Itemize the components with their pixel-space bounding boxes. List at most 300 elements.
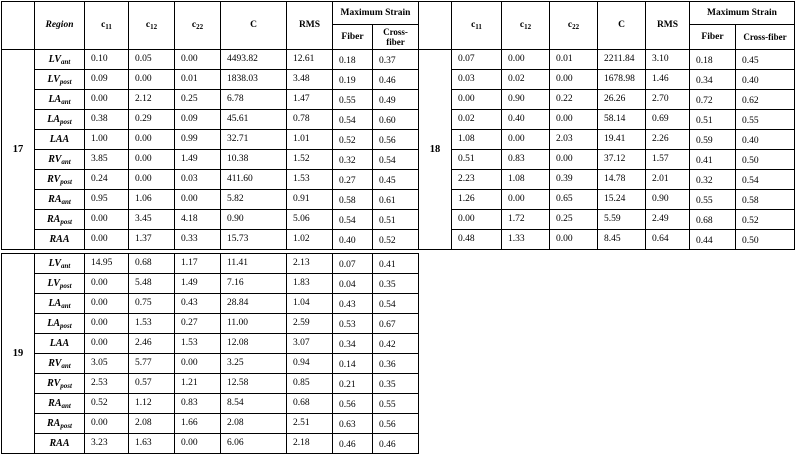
- region-name: LAA: [49, 338, 70, 349]
- region-cell: [35, 374, 85, 394]
- c11-value: 0.00: [85, 230, 129, 250]
- region-name: LA: [48, 94, 62, 105]
- region-name: LV: [47, 278, 60, 289]
- region-name: RV: [48, 154, 62, 165]
- table-row: [419, 90, 795, 110]
- region-cell: [35, 414, 85, 434]
- c12-value: 2.46: [129, 334, 175, 354]
- C-value: 14.78: [598, 170, 646, 190]
- region-name: RA: [48, 194, 62, 205]
- c22-value: 1.21: [175, 374, 221, 394]
- table-row: [419, 70, 795, 90]
- c11-value: 0.00: [85, 314, 129, 334]
- table-row: [2, 230, 419, 250]
- rms-value: 2.59: [287, 314, 333, 334]
- rms-value: 0.85: [287, 374, 333, 394]
- cross-fiber-strain-value: 0.52: [373, 230, 419, 250]
- C-value: 2211.84: [598, 50, 646, 70]
- region-cell: [35, 150, 85, 170]
- subject-number: 17: [2, 50, 35, 250]
- strain-table-subject-19: [1, 253, 419, 454]
- c12-value: 0.57: [129, 374, 175, 394]
- c12-value: 1.63: [129, 434, 175, 454]
- c12-value: 0.00: [502, 50, 550, 70]
- table-row: [2, 210, 419, 230]
- strain-table-subject-18: [418, 1, 795, 250]
- c12-value: 0.00: [129, 130, 175, 150]
- c11-value: 1.26: [452, 190, 502, 210]
- subject-number: 18: [419, 50, 452, 250]
- c12-value: 0.00: [129, 170, 175, 190]
- rms-value: 3.48: [287, 70, 333, 90]
- c11-value: 0.00: [85, 274, 129, 294]
- fiber-strain-value: 0.14: [333, 354, 373, 374]
- c12-value: 0.29: [129, 110, 175, 130]
- cross-fiber-strain-value: 0.42: [373, 334, 419, 354]
- rms-value: 12.61: [287, 50, 333, 70]
- C-value: 7.16: [221, 274, 287, 294]
- C-value: 8.45: [598, 230, 646, 250]
- c11-header: $c_{11}$: [452, 2, 502, 50]
- C-value: 11.00: [221, 314, 287, 334]
- table-row: [2, 374, 419, 394]
- c11-value: 0.00: [452, 90, 502, 110]
- c12-value: 1.72: [502, 210, 550, 230]
- table-row: [2, 314, 419, 334]
- c11-value: 0.00: [85, 294, 129, 314]
- c12-value: 0.40: [502, 110, 550, 130]
- c12-value: 5.48: [129, 274, 175, 294]
- rms-value: 1.52: [287, 150, 333, 170]
- cross-fiber-strain-value: 0.62: [736, 90, 795, 110]
- c22-value: 0.25: [175, 90, 221, 110]
- fiber-strain-value: 0.43: [333, 294, 373, 314]
- c11-value: 1.00: [85, 130, 129, 150]
- table-row: [2, 50, 419, 70]
- cross-fiber-header: Cross-fiber: [373, 25, 419, 50]
- c11-value: 0.00: [452, 210, 502, 230]
- rms-value: 1.02: [287, 230, 333, 250]
- rms-value: 1.53: [287, 170, 333, 190]
- c12-value: 0.00: [502, 130, 550, 150]
- C-header: C: [221, 2, 287, 50]
- c22-value: 1.49: [175, 274, 221, 294]
- cross-fiber-strain-value: 0.54: [373, 294, 419, 314]
- c12-value: 1.53: [129, 314, 175, 334]
- rms-value: 2.49: [646, 210, 690, 230]
- fiber-strain-value: 0.32: [333, 150, 373, 170]
- c11-value: 2.23: [452, 170, 502, 190]
- cross-fiber-strain-value: 0.40: [736, 130, 795, 150]
- fiber-strain-value: 0.54: [333, 210, 373, 230]
- table-row: [2, 170, 419, 190]
- table-row: [419, 230, 795, 250]
- region-cell: [35, 110, 85, 130]
- c12-value: 0.75: [129, 294, 175, 314]
- c12-value: 1.08: [502, 170, 550, 190]
- region-cell: [35, 294, 85, 314]
- fiber-strain-value: 0.27: [333, 170, 373, 190]
- c22-value: 0.01: [550, 50, 598, 70]
- rms-value: 2.01: [646, 170, 690, 190]
- fiber-strain-value: 0.34: [333, 334, 373, 354]
- table-row: [419, 150, 795, 170]
- C-value: 5.59: [598, 210, 646, 230]
- c11-value: 0.95: [85, 190, 129, 210]
- cross-fiber-strain-value: 0.50: [736, 230, 795, 250]
- subject-number: 19: [2, 254, 35, 454]
- table-row: [2, 274, 419, 294]
- fiber-strain-value: 0.63: [333, 414, 373, 434]
- c22-value: 0.00: [550, 150, 598, 170]
- region-subscript: post: [60, 218, 72, 226]
- table-row: [2, 254, 419, 274]
- cross-fiber-strain-value: 0.61: [373, 190, 419, 210]
- C-value: 15.24: [598, 190, 646, 210]
- fiber-strain-value: 0.41: [690, 150, 736, 170]
- region-cell: [35, 254, 85, 274]
- region-cell: [35, 170, 85, 190]
- C-value: 3.25: [221, 354, 287, 374]
- c11-header: $c_{11}$: [85, 2, 129, 50]
- region-name: LAA: [49, 134, 70, 145]
- c11-value: 0.10: [85, 50, 129, 70]
- table-row: [419, 210, 795, 230]
- cross-fiber-strain-value: 0.40: [736, 70, 795, 90]
- region-cell: [35, 314, 85, 334]
- cross-fiber-strain-value: 0.45: [736, 50, 795, 70]
- c11-value: 3.05: [85, 354, 129, 374]
- c22-value: 1.66: [175, 414, 221, 434]
- c22-value: 0.00: [175, 434, 221, 454]
- c22-header: $c_{22}$: [175, 2, 221, 50]
- c22-value: 2.03: [550, 130, 598, 150]
- C-header: C: [598, 2, 646, 50]
- c22-value: 0.09: [175, 110, 221, 130]
- table-row: [2, 110, 419, 130]
- fiber-strain-value: 0.21: [333, 374, 373, 394]
- fiber-strain-value: 0.19: [333, 70, 373, 90]
- fiber-strain-value: 0.34: [690, 70, 736, 90]
- region-subscript: post: [60, 178, 72, 186]
- C-value: 26.26: [598, 90, 646, 110]
- c12-value: 2.08: [129, 414, 175, 434]
- cross-fiber-strain-value: 0.36: [373, 354, 419, 374]
- region-header: Region: [35, 2, 85, 50]
- fiber-strain-value: 0.40: [333, 230, 373, 250]
- C-value: 28.84: [221, 294, 287, 314]
- c22-value: 0.00: [175, 354, 221, 374]
- region-name: RAA: [49, 234, 70, 245]
- table-row: [2, 294, 419, 314]
- c12-value: 2.12: [129, 90, 175, 110]
- c11-value: 0.51: [452, 150, 502, 170]
- c22-value: 0.43: [175, 294, 221, 314]
- region-name: RA: [46, 418, 61, 429]
- cross-fiber-strain-value: 0.67: [373, 314, 419, 334]
- region-cell: [35, 130, 85, 150]
- c12-value: 0.00: [129, 150, 175, 170]
- rms-value: 1.46: [646, 70, 690, 90]
- cross-fiber-strain-value: 0.49: [373, 90, 419, 110]
- rms-value: 2.26: [646, 130, 690, 150]
- C-value: 1838.03: [221, 70, 287, 90]
- C-value: 6.78: [221, 90, 287, 110]
- c22-value: 0.99: [175, 130, 221, 150]
- region-name: RA: [46, 214, 61, 225]
- c22-value: 0.33: [175, 230, 221, 250]
- c22-value: 0.25: [550, 210, 598, 230]
- table-row: [2, 70, 419, 90]
- region-cell: [35, 274, 85, 294]
- c22-value: 0.00: [175, 190, 221, 210]
- cross-fiber-strain-value: 0.45: [373, 170, 419, 190]
- c11-value: 0.07: [452, 50, 502, 70]
- c12-value: 1.06: [129, 190, 175, 210]
- region-cell: [35, 90, 85, 110]
- rms-value: 0.64: [646, 230, 690, 250]
- c12-value: 1.37: [129, 230, 175, 250]
- c22-value: 0.27: [175, 314, 221, 334]
- c11-value: 0.02: [452, 110, 502, 130]
- C-value: 37.12: [598, 150, 646, 170]
- c11-value: 0.48: [452, 230, 502, 250]
- region-name: LA: [48, 298, 62, 309]
- region-name: RAA: [49, 438, 70, 449]
- C-value: 1678.98: [598, 70, 646, 90]
- c11-value: 0.38: [85, 110, 129, 130]
- c11-value: 1.08: [452, 130, 502, 150]
- c22-value: 0.65: [550, 190, 598, 210]
- fiber-strain-value: 0.07: [333, 254, 373, 274]
- table-row: [2, 434, 419, 454]
- region-subscript: post: [60, 382, 72, 390]
- c12-value: 1.33: [502, 230, 550, 250]
- strain-table-subject-17: [1, 1, 419, 250]
- rms-value: 1.04: [287, 294, 333, 314]
- region-subscript: ant: [61, 198, 71, 206]
- rms-value: 0.78: [287, 110, 333, 130]
- c22-value: 0.03: [175, 170, 221, 190]
- c22-value: 0.01: [175, 70, 221, 90]
- C-value: 45.61: [221, 110, 287, 130]
- c22-value: 1.49: [175, 150, 221, 170]
- region-cell: [35, 190, 85, 210]
- rms-value: 2.51: [287, 414, 333, 434]
- region-subscript: ant: [61, 98, 71, 106]
- table-row: [419, 50, 795, 70]
- C-value: 411.60: [221, 170, 287, 190]
- table-row: [2, 190, 419, 210]
- C-value: 10.38: [221, 150, 287, 170]
- region-subscript: ant: [61, 158, 71, 166]
- rms-value: 1.83: [287, 274, 333, 294]
- C-value: 4493.82: [221, 50, 287, 70]
- fiber-strain-value: 0.53: [333, 314, 373, 334]
- rms-header: RMS: [646, 2, 690, 50]
- cross-fiber-strain-value: 0.56: [373, 130, 419, 150]
- table-row: [2, 394, 419, 414]
- fiber-header: Fiber: [333, 25, 373, 50]
- table-row: [2, 334, 419, 354]
- table-row: [419, 130, 795, 150]
- fiber-strain-value: 0.51: [690, 110, 736, 130]
- C-value: 11.41: [221, 254, 287, 274]
- fiber-strain-value: 0.18: [690, 50, 736, 70]
- region-cell: [35, 334, 85, 354]
- region-name: RV: [47, 174, 61, 185]
- c12-value: 1.12: [129, 394, 175, 414]
- c11-value: 0.00: [85, 414, 129, 434]
- c22-value: 0.00: [550, 70, 598, 90]
- table-row: [2, 150, 419, 170]
- region-cell: [35, 70, 85, 90]
- c12-value: 0.00: [502, 190, 550, 210]
- rms-value: 0.69: [646, 110, 690, 130]
- C-value: 58.14: [598, 110, 646, 130]
- region-subscript: ant: [61, 58, 71, 66]
- c11-value: 3.85: [85, 150, 129, 170]
- cross-fiber-strain-value: 0.58: [736, 190, 795, 210]
- fiber-strain-value: 0.32: [690, 170, 736, 190]
- c11-value: 0.52: [85, 394, 129, 414]
- c12-value: 0.05: [129, 50, 175, 70]
- cross-fiber-strain-value: 0.56: [373, 414, 419, 434]
- c22-value: 0.22: [550, 90, 598, 110]
- c11-value: 0.00: [85, 90, 129, 110]
- rms-value: 0.68: [287, 394, 333, 414]
- fiber-strain-value: 0.04: [333, 274, 373, 294]
- region-cell: [35, 394, 85, 414]
- c12-value: 0.00: [129, 70, 175, 90]
- cross-fiber-strain-value: 0.52: [736, 210, 795, 230]
- max-strain-header: Maximum Strain: [333, 2, 419, 25]
- region-subscript: ant: [61, 362, 71, 370]
- blank-header-cell: [2, 2, 35, 50]
- max-strain-header: Maximum Strain: [690, 2, 795, 25]
- c22-value: 0.00: [550, 110, 598, 130]
- cross-fiber-strain-value: 0.55: [373, 394, 419, 414]
- region-subscript: post: [60, 422, 72, 430]
- region-name: LA: [47, 318, 61, 329]
- C-value: 12.58: [221, 374, 287, 394]
- c22-value: 0.00: [175, 50, 221, 70]
- region-name: RV: [48, 358, 62, 369]
- rms-value: 2.18: [287, 434, 333, 454]
- c12-value: 0.90: [502, 90, 550, 110]
- cross-fiber-strain-value: 0.46: [373, 70, 419, 90]
- c22-value: 1.53: [175, 334, 221, 354]
- cross-fiber-strain-value: 0.51: [373, 210, 419, 230]
- table-row: [2, 130, 419, 150]
- region-name: RV: [47, 378, 61, 389]
- C-value: 19.41: [598, 130, 646, 150]
- fiber-strain-value: 0.59: [690, 130, 736, 150]
- c11-value: 0.24: [85, 170, 129, 190]
- rms-value: 1.47: [287, 90, 333, 110]
- C-value: 5.82: [221, 190, 287, 210]
- region-name: LV: [48, 54, 62, 65]
- region-cell: [35, 354, 85, 374]
- c12-value: 0.83: [502, 150, 550, 170]
- region-name: LV: [47, 74, 60, 85]
- cross-fiber-strain-value: 0.55: [736, 110, 795, 130]
- region-subscript: ant: [61, 302, 71, 310]
- cross-fiber-strain-value: 0.35: [373, 274, 419, 294]
- region-subscript: post: [60, 118, 72, 126]
- c22-value: 0.83: [175, 394, 221, 414]
- region-cell: [35, 210, 85, 230]
- C-value: 8.54: [221, 394, 287, 414]
- rms-value: 2.13: [287, 254, 333, 274]
- c11-value: 0.09: [85, 70, 129, 90]
- cross-fiber-strain-value: 0.50: [736, 150, 795, 170]
- fiber-strain-value: 0.44: [690, 230, 736, 250]
- cross-fiber-strain-value: 0.54: [736, 170, 795, 190]
- region-name: LA: [47, 114, 61, 125]
- c11-value: 0.00: [85, 210, 129, 230]
- c12-value: 0.68: [129, 254, 175, 274]
- region-subscript: post: [59, 78, 72, 86]
- rms-value: 1.01: [287, 130, 333, 150]
- rms-value: 0.91: [287, 190, 333, 210]
- c11-value: 2.53: [85, 374, 129, 394]
- region-subscript: ant: [61, 402, 71, 410]
- C-value: 32.71: [221, 130, 287, 150]
- rms-value: 3.10: [646, 50, 690, 70]
- region-name: RA: [48, 398, 62, 409]
- cross-fiber-strain-value: 0.60: [373, 110, 419, 130]
- fiber-strain-value: 0.56: [333, 394, 373, 414]
- cross-fiber-strain-value: 0.35: [373, 374, 419, 394]
- table-row: [419, 190, 795, 210]
- fiber-strain-value: 0.54: [333, 110, 373, 130]
- cross-fiber-strain-value: 0.54: [373, 150, 419, 170]
- rms-value: 0.94: [287, 354, 333, 374]
- table-row: [2, 354, 419, 374]
- rms-value: 3.07: [287, 334, 333, 354]
- c11-value: 0.00: [85, 334, 129, 354]
- c11-value: 14.95: [85, 254, 129, 274]
- c12-header: $c_{12}$: [129, 2, 175, 50]
- region-subscript: ant: [61, 262, 71, 270]
- table-row: [419, 170, 795, 190]
- fiber-strain-value: 0.55: [690, 190, 736, 210]
- region-cell: [35, 434, 85, 454]
- cross-fiber-header: Cross-fiber: [736, 25, 795, 50]
- rms-value: 0.90: [646, 190, 690, 210]
- c22-header: $c_{22}$: [550, 2, 598, 50]
- fiber-header: Fiber: [690, 25, 736, 50]
- rms-header: RMS: [287, 2, 333, 50]
- table-row: [419, 110, 795, 130]
- c22-value: 0.39: [550, 170, 598, 190]
- C-value: 2.08: [221, 414, 287, 434]
- c22-value: 0.00: [550, 230, 598, 250]
- table-row: [2, 90, 419, 110]
- table-row: [2, 414, 419, 434]
- region-cell: [35, 230, 85, 250]
- cross-fiber-strain-value: 0.41: [373, 254, 419, 274]
- c22-value: 4.18: [175, 210, 221, 230]
- fiber-strain-value: 0.46: [333, 434, 373, 454]
- c11-value: 3.23: [85, 434, 129, 454]
- c12-header: $c_{12}$: [502, 2, 550, 50]
- rms-value: 1.57: [646, 150, 690, 170]
- rms-value: 5.06: [287, 210, 333, 230]
- c12-value: 3.45: [129, 210, 175, 230]
- cross-fiber-strain-value: 0.46: [373, 434, 419, 454]
